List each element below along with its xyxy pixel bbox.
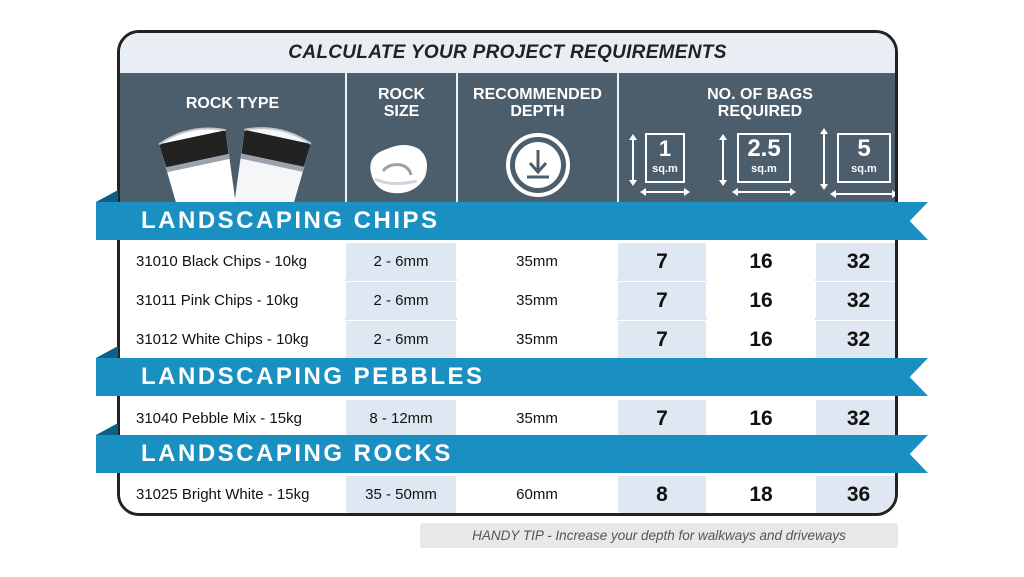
bag-size-25-box [737,133,791,183]
header-rock-type-label: ROCK TYPE [185,95,280,112]
height-arrow-icon [722,139,724,181]
bag-size-5-unit: sq.m [851,163,877,175]
bag-size-5-box [837,133,891,183]
header-rock-size-line2: SIZE [383,103,420,120]
header-depth-line2: DEPTH [510,103,565,120]
height-arrow-icon [632,139,634,181]
bags-25sqm: 16 [707,243,815,281]
height-arrow-icon [823,133,825,185]
depth-icon [503,130,573,200]
rock-name: 31025 Bright White - 15kg [120,476,345,514]
bags-5sqm: 32 [816,243,898,281]
rock-size: 2 - 6mm [346,243,456,281]
section-title-pebbles: LANDSCAPING PEBBLES [141,363,485,390]
banner-fold [96,346,118,358]
banner-fold [96,190,118,202]
bags-1sqm: 7 [618,282,706,320]
bags-1sqm: 8 [618,476,706,514]
table-row [120,321,895,359]
rock-size: 2 - 6mm [346,282,456,320]
bags-5sqm: 32 [816,321,898,359]
header-rock-size-line1: ROCK [377,86,426,103]
rock-name: 31010 Black Chips - 10kg [120,243,345,281]
rock-depth: 35mm [457,400,617,438]
bags-25sqm: 16 [707,400,815,438]
table-row [120,243,895,281]
rock-name: 31012 White Chips - 10kg [120,321,345,359]
table-row [120,282,895,320]
rock-size: 35 - 50mm [346,476,456,514]
table-row [120,400,895,438]
bags-5sqm: 32 [816,282,898,320]
width-arrow-icon [645,191,685,193]
bag-size-25-unit: sq.m [751,163,777,175]
rock-depth: 35mm [457,243,617,281]
bag-size-1-value: 1 [658,136,672,161]
card-title: CALCULATE YOUR PROJECT REQUIREMENTS [120,33,895,73]
banner-fold [96,423,118,435]
width-arrow-icon [835,193,893,195]
header-depth-line1: RECOMMENDED [473,86,602,103]
bags-5sqm: 32 [816,400,898,438]
bags-25sqm: 16 [707,321,815,359]
rock-size: 8 - 12mm [346,400,456,438]
header-bags-line1: NO. OF BAGS [707,86,813,103]
rock-name: 31011 Pink Chips - 10kg [120,282,345,320]
bag-size-1-unit: sq.m [652,163,678,175]
bags-25sqm: 18 [707,476,815,514]
rock-depth: 35mm [457,282,617,320]
width-arrow-icon [737,191,791,193]
rock-depth: 35mm [457,321,617,359]
bags-5sqm: 36 [816,476,898,514]
handy-tip: HANDY TIP - Increase your depth for walkways and driveways [420,523,898,548]
rock-depth: 60mm [457,476,617,514]
rock-icon [361,135,441,205]
section-title-rocks: LANDSCAPING ROCKS [141,440,453,467]
bags-1sqm: 7 [618,321,706,359]
bag-size-1-box [645,133,685,183]
rock-size: 2 - 6mm [346,321,456,359]
table-row [120,476,895,514]
rock-name: 31040 Pebble Mix - 15kg [120,400,345,438]
bags-1sqm: 7 [618,400,706,438]
bag-size-25-value: 2.5 [747,135,781,162]
section-title-chips: LANDSCAPING CHIPS [141,207,440,234]
header-bags-line2: REQUIRED [717,103,803,120]
bags-1sqm: 7 [618,243,706,281]
bag-size-5-value: 5 [857,135,871,162]
bags-25sqm: 16 [707,282,815,320]
